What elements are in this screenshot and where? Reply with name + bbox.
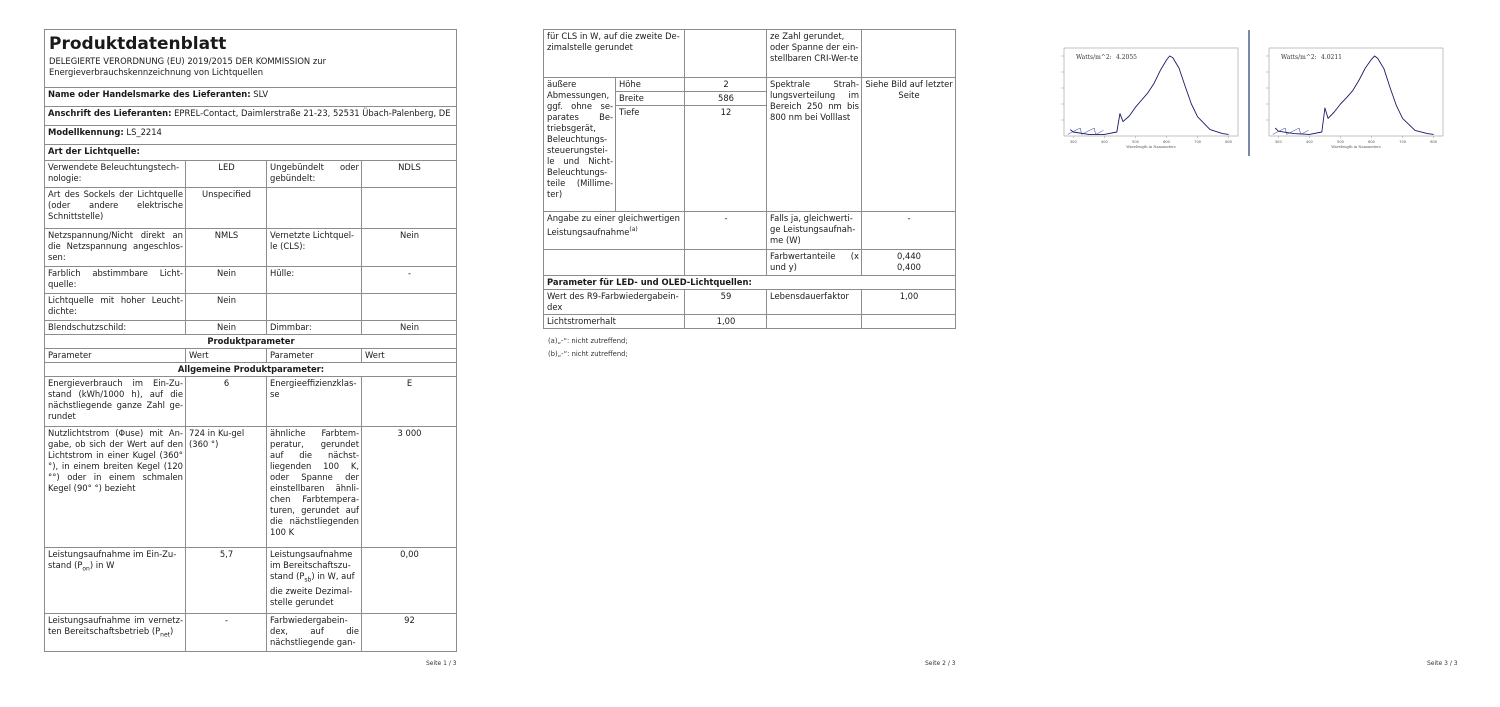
- x-tick-label: 400: [1100, 140, 1108, 144]
- param-value: Nein: [186, 294, 267, 321]
- x-tick-label: 800: [1225, 140, 1233, 144]
- param-value: [862, 315, 956, 329]
- plot-frame: [1064, 48, 1238, 136]
- table-row: [544, 250, 956, 276]
- param-label: Energieverbrauch im Ein-Zu-stand (kWh/1000 h), auf die nächstliegende ganze Zahl ge-rundet: [45, 377, 186, 427]
- param-value: Nein: [362, 229, 457, 267]
- spectral-label: Spektrale Strah-lungsverteilung im Bereich 250 nm bis 800 nm bei Volllast: [767, 78, 862, 212]
- param-label: ze Zahl gerundet, oder Spanne der ein-stellbaren CRI-Wer-te: [767, 30, 862, 78]
- chroma-x: 0,440: [897, 251, 921, 261]
- watts-label: Watts/m^2:: [1281, 54, 1317, 61]
- col-header-value: Wert: [186, 349, 267, 363]
- general-params-heading: Allgemeine Produktparameter:: [45, 363, 457, 377]
- dim-value: 12: [685, 106, 767, 212]
- supplier-address-row: [45, 107, 457, 126]
- param-value: NMLS: [186, 229, 267, 267]
- col-header-parameter: Parameter: [267, 349, 362, 363]
- param-label: [267, 294, 362, 321]
- watts-value: 4.2055: [1116, 54, 1137, 61]
- param-value: 92: [362, 614, 457, 652]
- x-tick-label: 300: [1069, 140, 1077, 144]
- param-label: Falls ja, gleichwerti-ge Leistungsaufnah-me (W): [767, 212, 862, 250]
- param-label: [767, 315, 862, 329]
- table-row: [45, 548, 457, 614]
- label-text: Angabe zu einer gleichwertigen Leistungsaufnahme: [547, 213, 680, 237]
- spectral-value: Siehe Bild auf letzter Seite: [862, 78, 956, 212]
- dim-name: Tiefe: [616, 106, 685, 212]
- col-header-parameter: Parameter: [45, 349, 186, 363]
- page-2-footer: Seite 2 / 3: [925, 660, 956, 667]
- supplier-name-label: Name oder Handelsmarke des Lieferanten:: [48, 89, 251, 99]
- table-row: [45, 614, 457, 652]
- param-value: Nein: [362, 321, 457, 335]
- footnote-ref: (a): [629, 226, 638, 233]
- page-1-footer: Seite 1 / 3: [426, 660, 457, 667]
- param-label: Nutzlichtstrom (Φuse) mit An-gabe, ob sich der Wert auf den Lichtstrom in einer Kugel (360° °), in einem breiten Kegel (120 °°) oder in einem schmalen Kegel (90° °) bezieht: [45, 427, 186, 548]
- param-value: 1,00: [862, 290, 956, 315]
- model-label: Modellkennung:: [48, 127, 124, 137]
- dimensions-label: äußere Abmessungen, ggf. ohne se-parates Be-triebsgerät, Beleuchtungs-steuerungstei-le und Nicht-Beleuchtungs-teile (Millime-ter): [544, 78, 616, 212]
- table-row: [45, 161, 457, 188]
- param-value: Nein: [186, 267, 267, 294]
- param-value: [862, 250, 956, 276]
- x-axis-label: Wavelength in Nanometers: [1126, 145, 1176, 149]
- table-row: [544, 212, 956, 250]
- param-value: [685, 30, 767, 78]
- param-label: Wert des R9-Farbwiedergabein-dex: [544, 290, 685, 315]
- supplier-name: SLV: [253, 89, 269, 99]
- label-subscript: sb: [304, 576, 312, 584]
- label-text: Leistungsaufnahme im Bereitschaftszu-stand (P: [270, 549, 353, 581]
- param-label: [267, 188, 362, 229]
- param-label: Lichtquelle mit hoher Leucht-dichte:: [45, 294, 186, 321]
- page-1: [44, 29, 456, 652]
- page-3-footer: Seite 3 / 3: [1427, 660, 1458, 667]
- x-tick-label: 800: [1430, 140, 1438, 144]
- param-value: -: [685, 212, 767, 250]
- product-params-heading: Produktparameter: [45, 335, 457, 349]
- model-row: [45, 126, 457, 145]
- supplier-address: EPREL-Contact, Daimlerstraße 21-23, 52531 Übach-Palenberg, DE: [174, 108, 451, 118]
- table-row: [45, 377, 457, 427]
- dim-value: 2: [685, 78, 767, 92]
- label-text: Leistungsaufnahme im Ein-Zu-stand (P: [48, 549, 177, 570]
- x-tick-label: 500: [1132, 140, 1139, 144]
- column-header-row: [45, 349, 457, 363]
- table-row: [45, 229, 457, 267]
- param-value: 6: [186, 377, 267, 427]
- footnote-b: (b)„-“: nicht zutreffend;: [548, 350, 628, 358]
- table-row: [45, 188, 457, 229]
- param-label: Farbwertanteile (x und y): [767, 250, 862, 276]
- table-row: [45, 321, 457, 335]
- table-row: [544, 78, 956, 92]
- spectrum-chart-1: [1052, 44, 1242, 150]
- param-value: NDLS: [362, 161, 457, 188]
- label-text: ) in W, auf die zweite Dezimal-stelle gerundet: [270, 571, 355, 607]
- chart-divider: [1248, 30, 1250, 156]
- param-label: Blendschutzschild:: [45, 321, 186, 335]
- param-label: Hülle:: [267, 267, 362, 294]
- param-label: [544, 250, 685, 276]
- param-label: Verwendete Beleuchtungstech-nologie:: [45, 161, 186, 188]
- param-label: für CLS in W, auf die zweite De-zimalstelle gerundet: [544, 30, 685, 78]
- param-label: Energieeffizienzklas-se: [267, 377, 362, 427]
- param-label: Lichtstromerhalt: [544, 315, 685, 329]
- param-value: Unspecified: [186, 188, 267, 229]
- param-value: Nein: [186, 321, 267, 335]
- param-label: [267, 548, 362, 614]
- regulation-subtitle: DELEGIERTE VERORDNUNG (EU) 2019/2015 DER KOMMISSION zur Energieverbrauchskennzeichnung von Lichtquellen: [49, 56, 327, 77]
- label-subscript: net: [160, 631, 171, 639]
- label-text: Leistungsaufnahme im vernetz-ten Bereitschaftsbetrieb (P: [48, 615, 183, 636]
- spectrum-chart-2: [1257, 44, 1447, 150]
- dim-name: Höhe: [616, 78, 685, 92]
- label-text: ) in W: [89, 560, 115, 570]
- page-2: [543, 29, 955, 329]
- title-cell: [45, 30, 457, 88]
- dim-name: Breite: [616, 92, 685, 106]
- page-title: Produktdatenblatt: [49, 34, 227, 54]
- param-value: 5,7: [186, 548, 267, 614]
- param-label: Lebensdauerfaktor: [767, 290, 862, 315]
- param-value: [362, 188, 457, 229]
- param-label: ähnliche Farbtem-peratur, gerundet auf die nächst-liegenden 100 K, oder Spanne der einstellbaren ähnli-chen Farbtempera-turen, gerundet auf die nächstliegenden 100 K: [267, 427, 362, 548]
- x-tick-label: 600: [1163, 140, 1170, 144]
- param-label: Dimmbar:: [267, 321, 362, 335]
- param-label: Art des Sockels der Lichtquelle (oder andere elektrische Schnittstelle): [45, 188, 186, 229]
- param-value: 59: [685, 290, 767, 315]
- footnote-a: (a)„-“: nicht zutreffend;: [548, 337, 628, 345]
- param-value: -: [186, 614, 267, 652]
- param-value: 724 in Ku-gel (360 °): [186, 427, 267, 548]
- param-value: 0,00: [362, 548, 457, 614]
- led-params-heading: Parameter für LED- und OLED-Lichtquellen:: [544, 276, 956, 290]
- x-tick-label: 500: [1337, 140, 1344, 144]
- table-row: [45, 427, 457, 548]
- watts-label: Watts/m^2:: [1076, 54, 1112, 61]
- param-label: Netzspannung/Nicht direkt an die Netzspannung angeschlos-sen:: [45, 229, 186, 267]
- param-value: -: [362, 267, 457, 294]
- param-value: [362, 294, 457, 321]
- x-tick-label: 600: [1368, 140, 1375, 144]
- x-tick-label: 400: [1305, 140, 1313, 144]
- x-tick-label: 300: [1274, 140, 1282, 144]
- param-label: [45, 614, 186, 652]
- table-row: [544, 315, 956, 329]
- datasheet-table-1: [44, 29, 457, 652]
- param-label: Farblich abstimmbare Licht-quelle:: [45, 267, 186, 294]
- x-tick-label: 700: [1399, 140, 1407, 144]
- param-label: Ungebündelt oder gebündelt:: [267, 161, 362, 188]
- x-tick-label: 700: [1194, 140, 1202, 144]
- x-axis-label: Wavelength in Nanometers: [1331, 145, 1381, 149]
- param-label: Farbwiedergabein-dex, auf die nächstliegende gan-: [267, 614, 362, 652]
- plot-frame: [1269, 48, 1443, 136]
- chroma-y: 0,400: [897, 262, 921, 272]
- param-label: [544, 212, 685, 250]
- param-value: LED: [186, 161, 267, 188]
- table-row: [544, 30, 956, 78]
- model-id: LS_2214: [126, 127, 162, 137]
- col-header-value: Wert: [362, 349, 457, 363]
- param-value: -: [862, 212, 956, 250]
- label-text: ): [170, 626, 174, 636]
- param-value: E: [362, 377, 457, 427]
- param-value: 3 000: [362, 427, 457, 548]
- table-row: [45, 267, 457, 294]
- dim-value: 586: [685, 92, 767, 106]
- param-label: Vernetzte Lichtquel-le (CLS):: [267, 229, 362, 267]
- param-value: [685, 250, 767, 276]
- param-value: [862, 30, 956, 78]
- supplier-address-label: Anschrift des Lieferanten:: [48, 108, 172, 118]
- light-source-type-heading: Art der Lichtquelle:: [45, 145, 457, 161]
- table-row: [544, 290, 956, 315]
- param-value: 1,00: [685, 315, 767, 329]
- param-label: [45, 548, 186, 614]
- table-row: [45, 294, 457, 321]
- datasheet-table-2: [543, 29, 956, 329]
- watts-value: 4.0211: [1321, 54, 1342, 61]
- label-subscript: on: [82, 565, 90, 573]
- supplier-name-row: [45, 88, 457, 107]
